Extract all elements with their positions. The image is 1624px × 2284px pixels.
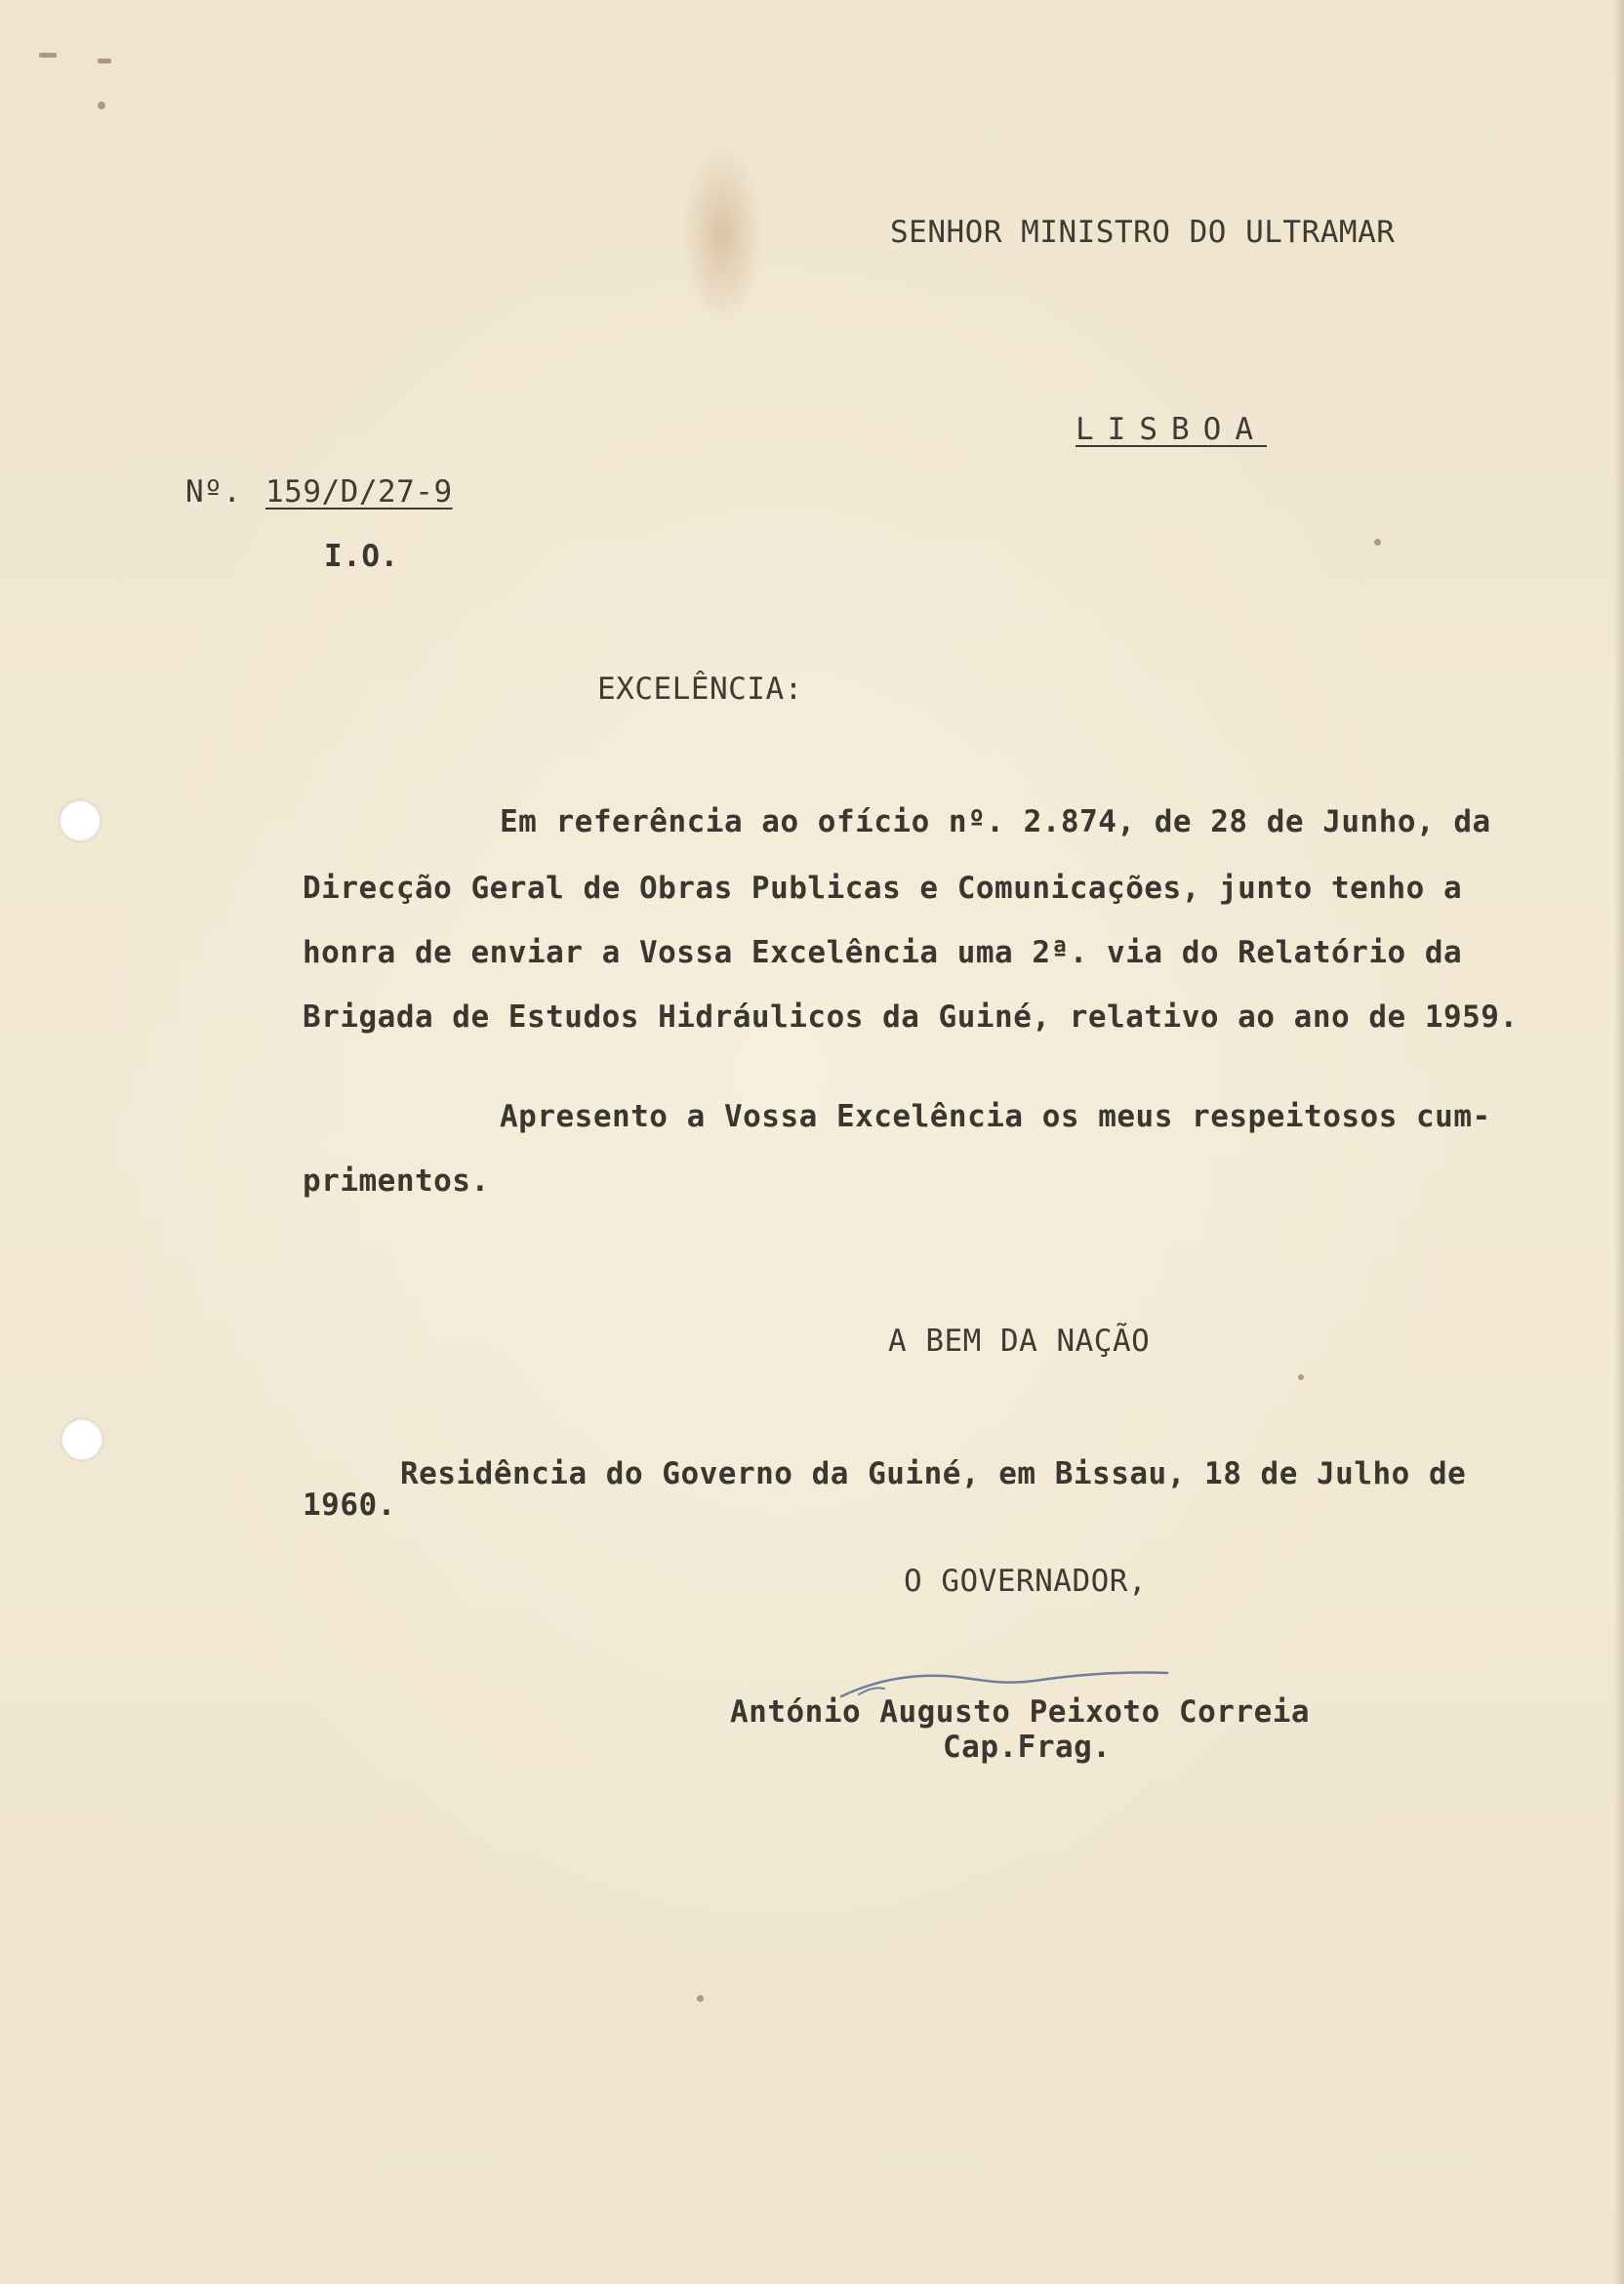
city: LISBOA xyxy=(1076,412,1267,447)
body-line: Direcção Geral de Obras Publicas e Comunicações, junto tenho a xyxy=(303,871,1463,906)
signatory-name: António Augusto Peixoto Correia xyxy=(730,1694,1311,1730)
salutation: EXCELÊNCIA: xyxy=(597,672,803,707)
punch-hole-top xyxy=(60,800,101,841)
motto: A BEM DA NAÇÃO xyxy=(888,1324,1151,1359)
body-line: Brigada de Estudos Hidráulicos da Guiné, relativo ao ano de 1959. xyxy=(303,999,1519,1035)
ink-speck xyxy=(98,102,105,109)
ink-speck xyxy=(39,53,57,58)
addressee: SENHOR MINISTRO DO ULTRAMAR xyxy=(890,215,1396,250)
closing-line: primentos. xyxy=(303,1163,490,1199)
reference-code: I.O. xyxy=(324,539,399,574)
ink-speck xyxy=(1374,539,1381,546)
signatory-rank: Cap.Frag. xyxy=(943,1730,1112,1765)
body-line: honra de enviar a Vossa Excelência uma 2ª. via do Relatório da xyxy=(303,935,1463,970)
reference-prefix: Nº. xyxy=(185,474,242,510)
closing-line: Apresento a Vossa Excelência os meus respeitosos cum- xyxy=(500,1099,1491,1134)
page-edge-shadow xyxy=(1614,0,1624,2284)
ink-speck xyxy=(98,59,111,63)
ink-speck xyxy=(697,1995,704,2002)
body-line: Em referência ao ofício nº. 2.874, de 28 de Junho, da xyxy=(500,804,1491,839)
place-date-line: 1960. xyxy=(303,1488,396,1523)
reference-number: 159/D/27-9 xyxy=(265,474,453,510)
place-date-line: Residência do Governo da Guiné, em Bissau, 18 de Julho de xyxy=(400,1456,1467,1491)
signatory-title: O GOVERNADOR, xyxy=(904,1564,1148,1599)
ink-speck xyxy=(1298,1374,1304,1380)
punch-hole-bottom xyxy=(61,1419,102,1460)
